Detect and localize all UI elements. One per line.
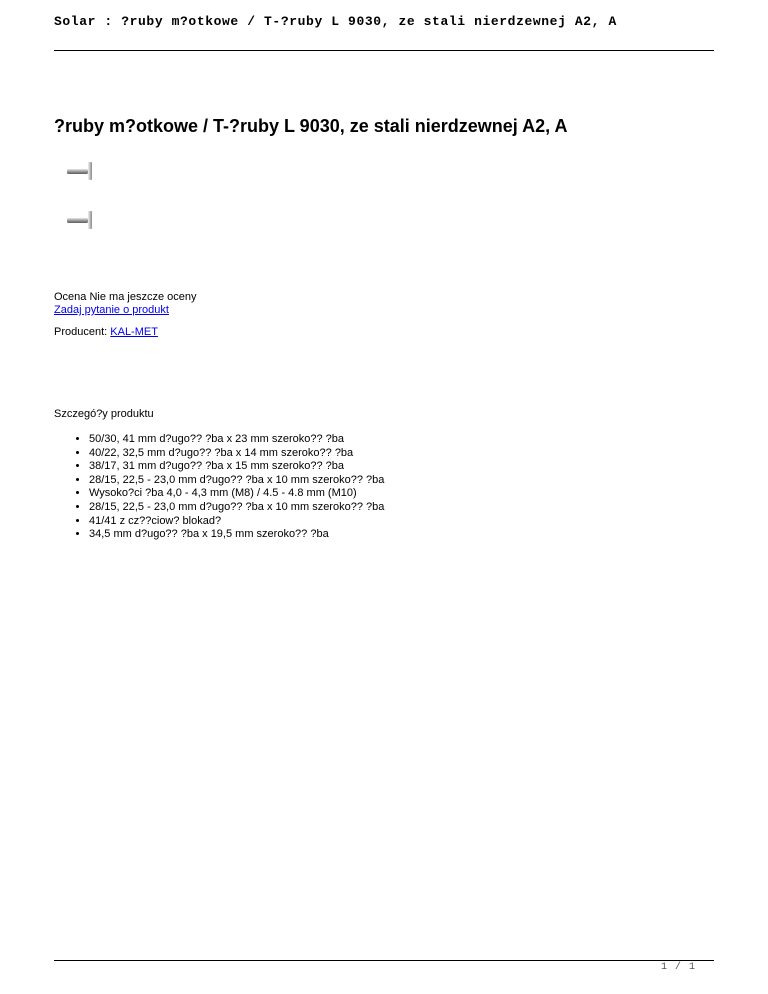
- rating-value: Nie ma jeszcze oceny: [89, 291, 197, 303]
- list-item: • 28/15, 22,5 - 23,0 mm d?ugo?? ?ba x 10 mm szeroko?? ?ba: [89, 501, 384, 515]
- ask-question-link[interactable]: Zadaj pytanie o produkt: [54, 304, 169, 316]
- producer-line: [54, 326, 158, 338]
- rating-label: Ocena: [54, 291, 87, 303]
- producer-label: Producent:: [54, 326, 108, 338]
- details-list: [54, 433, 384, 542]
- rating-block: [54, 291, 196, 317]
- bolt-image: [66, 161, 94, 181]
- rating-line: [54, 291, 196, 304]
- list-item: • 28/15, 22,5 - 23,0 mm d?ugo?? ?ba x 10 mm szeroko?? ?ba: [89, 474, 384, 488]
- list-item: • 38/17, 31 mm d?ugo?? ?ba x 15 mm szeroko?? ?ba: [89, 460, 384, 474]
- footer-divider: [54, 960, 714, 961]
- list-item: • 41/41 z cz??ciow? blokad?: [89, 515, 384, 529]
- details-heading: Szczegó?y produktu: [54, 408, 154, 420]
- list-item: • 40/22, 32,5 mm d?ugo?? ?ba x 14 mm szeroko?? ?ba: [89, 447, 384, 461]
- list-item: • 34,5 mm d?ugo?? ?ba x 19,5 mm szeroko?? ?ba: [89, 528, 384, 542]
- bolt-image: [66, 210, 94, 230]
- running-header: Solar : ?ruby m?otkowe / T-?ruby L 9030, ze stali nierdzewnej A2, A: [54, 14, 617, 29]
- header-divider: [54, 50, 714, 51]
- page-number: 1 / 1: [660, 962, 696, 973]
- product-title: ?ruby m?otkowe / T-?ruby L 9030, ze stali nierdzewnej A2, A: [54, 116, 568, 136]
- producer-link[interactable]: KAL-MET: [110, 326, 158, 338]
- list-item: • Wysoko?ci ?ba 4,0 - 4,3 mm (M8) / 4.5 - 4.8 mm (M10): [89, 487, 384, 501]
- list-item: • 50/30, 41 mm d?ugo?? ?ba x 23 mm szeroko?? ?ba: [89, 433, 384, 447]
